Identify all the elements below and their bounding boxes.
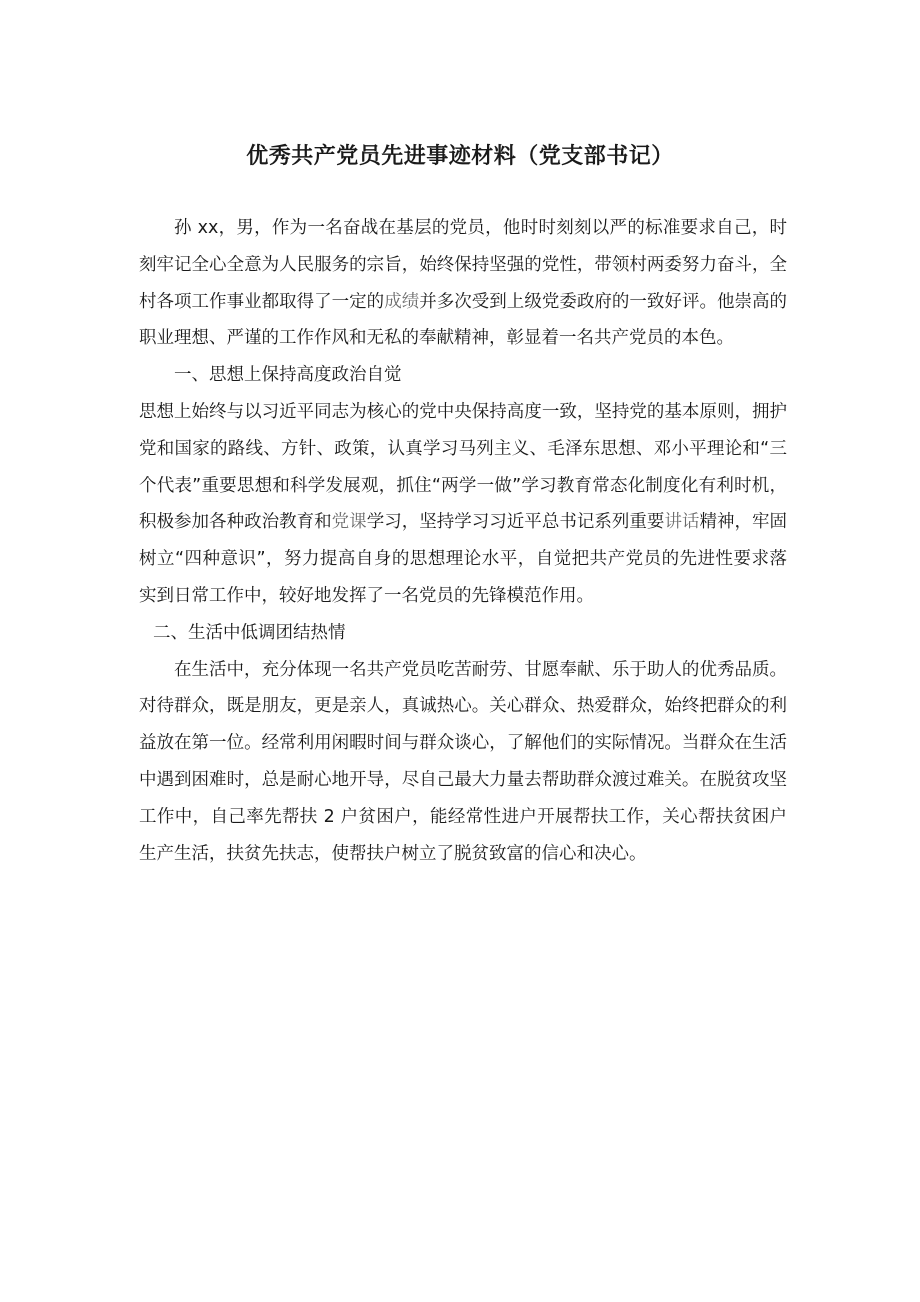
section-1-paragraph (139, 394, 787, 615)
intro-text-end: 并多次受到上级党委政府的一致好评。他崇高的职业理想、严谨的工作作风和无私的奉献精神，彰显着一名共产党员的本色。 (139, 291, 788, 349)
section-1-highlight-1: 党课 (331, 512, 367, 533)
section-1-heading: 一、思想上保持高度政治自觉 (174, 365, 402, 386)
section-1-text: 思想上始终与以习近平同志为核心的党中央保持高度一致，坚持党的基本原则，拥护党和国家的路线、方针、政策，认真学习马列主义、毛泽东思想、邓小平理论和“三个代表”重要思想和科学发展观，抓住“两学一做”学习教育常态化制度化有利时机，积极参加各种政治教育和 (139, 401, 787, 533)
intro-highlight: 成绩 (384, 291, 420, 312)
intro-paragraph (139, 210, 787, 357)
section-2-paragraph: 在生活中，充分体现一名共产党员吃苦耐劳、甘愿奉献、乐于助人的优秀品质。对待群众，既是朋友，更是亲人，真诚热心。关心群众、热爱群众，始终把群众的利益放在第一位。经常利用闲暇时间与群众谈心，了解他们的实际情况。当群众在生活中遇到困难时，总是耐心地开导，尽自己最大力量去帮助群众渡过难关。在脱贫攻坚工作中，自己率先帮扶 2 户贫困户，能经常性进户开展帮扶工作，关心帮扶贫困户生产生活，扶贫先扶志，使帮扶户树立了脱贫致富的信心和决心。 (139, 659, 787, 864)
section-1-text-2: 学习，坚持学习习近平总书记系列重要 (366, 512, 665, 533)
document-body (139, 210, 787, 872)
intro-text: 孙 xx，男，作为一名奋战在基层的党员，他时时刻刻以严的标准要求自己，时刻牢记全心全意为人民服务的宗旨，始终保持坚强的党性，带领村两委努力奋斗，全村各项工作事业都取得了一定的 (139, 218, 787, 312)
section-1-text-3: 精神，牢固树立“四种意识”，努力提高自身的思想理论水平，自觉把共产党员的先进性要求落实到日常工作中，较好地发挥了一名党员的先锋模范作用。 (139, 512, 788, 606)
document-title: 优秀共产党员先进事迹材料（党支部书记） (246, 144, 674, 169)
section-1-highlight-2: 讲话 (664, 512, 700, 533)
section-2-heading: 二、生活中低调团结热情 (153, 622, 346, 643)
